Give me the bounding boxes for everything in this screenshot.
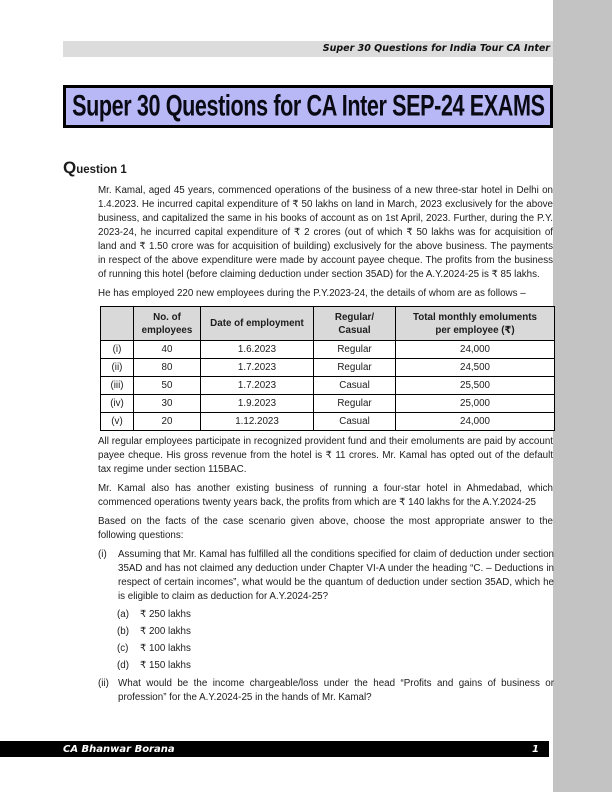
subquestion-label: (i) xyxy=(98,549,107,560)
table-header-date: Date of employment xyxy=(201,307,314,341)
cell-date: 1.7.2023 xyxy=(201,377,314,395)
cell-date: 1.12.2023 xyxy=(201,413,314,431)
cell-emolument: 24,000 xyxy=(396,341,555,359)
cell-type: Casual xyxy=(314,377,396,395)
running-header-text: Super 30 Questions for India Tour CA Inter xyxy=(322,43,550,54)
table-row xyxy=(101,377,555,395)
page-title: Super 30 Questions for CA Inter SEP-24 EXAMS xyxy=(71,89,545,123)
subquestion-text: What would be the income chargeable/loss under the head “Profits and gains of business or profession” for the A.Y.2024-25 in the hands of Mr. Kamal? xyxy=(118,678,554,703)
title-banner xyxy=(63,85,553,128)
cell-num: 40 xyxy=(134,341,201,359)
cell-date: 1.6.2023 xyxy=(201,341,314,359)
question-heading-initial: Q xyxy=(63,158,77,177)
table-row xyxy=(101,413,555,431)
cell-sno: (i) xyxy=(101,341,134,359)
cell-type: Regular xyxy=(314,359,396,377)
paragraph-employees: He has employed 220 new employees during the P.Y.2023-24, the details of whom are as follows – xyxy=(98,288,526,299)
footer-author: CA Bhanwar Borana xyxy=(63,743,175,755)
question-content xyxy=(63,158,554,710)
cell-sno: (ii) xyxy=(101,359,134,377)
paragraph-other-business: Mr. Kamal also has another existing business of running a four-star hotel in Ahmedabad, which commenced operations twenty years back, the profits from which are ₹ 140 lakhs for the A.Y.2024-25 xyxy=(98,483,553,508)
option-text: ₹ 250 lakhs xyxy=(140,609,191,620)
cell-num: 50 xyxy=(134,377,201,395)
table-row xyxy=(101,395,555,413)
cell-sno: (iv) xyxy=(101,395,134,413)
table-header-emoluments: Total monthly emoluments per employee (₹) xyxy=(396,307,555,341)
paragraph-intro: Mr. Kamal, aged 45 years, commenced operations of the business of a new three-star hotel in Delhi on 1.4.2023. He incurred capital expenditure of ₹ 50 lakhs on land in March, 2023 exclusively for the above business, and capitalized the same in his books of account as on 1st April, 2023. Further, during the P.Y. 2023-24, he incurred capital expenditure of ₹ 2 crores (out of which ₹ 50 lakhs was for acquisition of land and ₹ 1.50 crore was for acquisition of building) exclusively for the above business. The payments in respect of the above expenditure were made by account payee cheque. The profits from the business of running this hotel (before claiming deduction under section 35AD) for the A.Y.2024-25 is ₹ 85 lakhs. xyxy=(98,185,553,280)
cell-type: Casual xyxy=(314,413,396,431)
table-header-num-employees: No. of employees xyxy=(134,307,201,341)
cell-num: 20 xyxy=(134,413,201,431)
option-label: (b) xyxy=(117,626,129,637)
table-row xyxy=(101,341,555,359)
question-heading-rest: uestion 1 xyxy=(76,164,127,176)
cell-emolument: 24,000 xyxy=(396,413,555,431)
paragraph-instruction: Based on the facts of the case scenario given above, choose the most appropriate answer to the following questions: xyxy=(98,516,553,541)
table-header-row xyxy=(101,307,555,341)
option-d xyxy=(117,660,554,672)
cell-sno: (v) xyxy=(101,413,134,431)
cell-num: 30 xyxy=(134,395,201,413)
subquestion-ii xyxy=(98,677,554,705)
cell-date: 1.9.2023 xyxy=(201,395,314,413)
employee-table xyxy=(100,306,555,431)
footer-bar xyxy=(0,741,549,757)
cell-num: 80 xyxy=(134,359,201,377)
option-a xyxy=(117,609,554,621)
cell-sno: (iii) xyxy=(101,377,134,395)
subquestion-label: (ii) xyxy=(98,678,109,689)
option-text: ₹ 200 lakhs xyxy=(140,626,191,637)
table-header-sno xyxy=(101,307,134,341)
option-c xyxy=(117,643,554,655)
option-text: ₹ 150 lakhs xyxy=(140,660,191,671)
running-header xyxy=(63,41,553,57)
footer-page-number: 1 xyxy=(532,743,539,755)
cell-date: 1.7.2023 xyxy=(201,359,314,377)
cell-emolument: 25,500 xyxy=(396,377,555,395)
option-label: (d) xyxy=(117,660,129,671)
cell-emolument: 25,000 xyxy=(396,395,555,413)
paragraph-provident-fund: All regular employees participate in recognized provident fund and their emoluments are paid by account payee cheque. His gross revenue from the hotel is ₹ 11 crores. Mr. Kamal has opted out of the default tax regime under section 115BAC. xyxy=(98,436,553,475)
option-label: (c) xyxy=(117,643,129,654)
cell-type: Regular xyxy=(314,395,396,413)
option-b xyxy=(117,626,554,638)
option-text: ₹ 100 lakhs xyxy=(140,643,191,654)
option-label: (a) xyxy=(117,609,129,620)
table-row xyxy=(101,359,555,377)
subquestion-text: Assuming that Mr. Kamal has fulfilled all the conditions specified for claim of deduction under section 35AD and has not claimed any deduction under Chapter VI-A under the heading “C. – Deductions in respect of certain incomes”, what would be the quantum of deduction under section 35AD, which he is eligible to claim as deduction for A.Y.2024-25? xyxy=(118,549,554,602)
subquestion-i xyxy=(98,548,554,604)
table-header-type: Regular/ Casual xyxy=(314,307,396,341)
question-heading xyxy=(63,158,554,178)
cell-type: Regular xyxy=(314,341,396,359)
page-edge-gutter xyxy=(553,0,612,792)
mcq-options xyxy=(117,609,554,672)
cell-emolument: 24,500 xyxy=(396,359,555,377)
